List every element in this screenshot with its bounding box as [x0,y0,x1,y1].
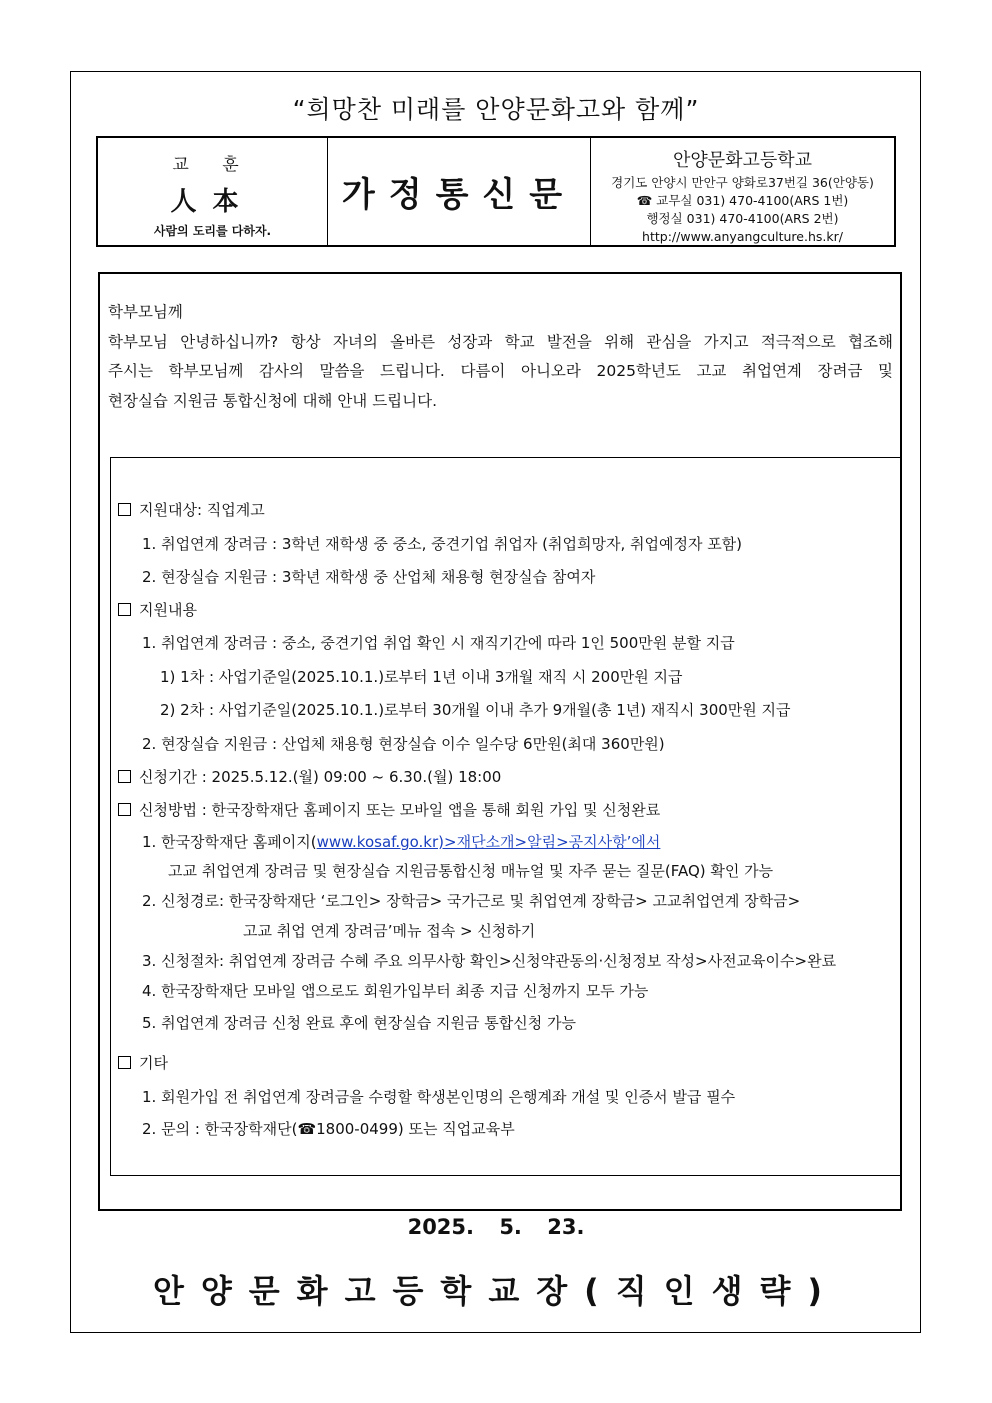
list-item: 5. 취업연계 장려금 신청 완료 후에 현장실습 지원금 통합신청 가능 [142,1014,576,1032]
issue-date: 2025. 5. 23. [407,1215,585,1239]
list-item: 2. 현장실습 지원금 : 산업체 채용형 현장실습 이수 일수당 6만원(최대 360만원) [142,735,665,753]
motto-main: 人本 [170,187,255,217]
list-item: 1. 한국장학재단 홈페이지(www.kosaf.go.kr)>재단소개>알림>공지사항’에서 [142,833,661,851]
school-website[interactable]: http://www.anyangculture.hs.kr/ [642,229,843,244]
list-item: 1. 취업연계 장려금 : 3학년 재학생 중 중소, 중견기업 취업자 (취업희망자, 취업예정자 포함) [142,535,743,553]
greeting-line: 학부모님 안녕하십니까? 항상 자녀의 올바른 성장과 학교 발전을 위해 관심을 가지고 적극적으로 협조해 [108,332,893,351]
greeting-line: 현장실습 지원금 통합신청에 대해 안내 드립니다. [108,391,438,410]
checkbox-square-icon [118,770,131,783]
school-motto-cell [98,138,328,245]
motto-subtitle: 사람의 도리를 다하자. [153,224,272,238]
letterhead [96,136,896,247]
checkbox-square-icon [118,1056,131,1069]
list-item: 2) 2차 : 사업기준일(2025.10.1.)로부터 30개월 이내 추가 9개월(총 1년) 재직시 300만원 지급 [160,701,791,719]
list-item: 고교 취업연계 장려금 및 현장실습 지원금통합신청 매뉴얼 및 자주 묻는 질문(FAQ) 확인 가능 [168,862,774,880]
list-item: 4. 한국장학재단 모바일 앱으로도 회원가입부터 최종 지급 신청까지 모두 가능 [142,982,649,1000]
list-item: 1. 회원가입 전 취업연계 장려금을 수령할 학생본인명의 은행계좌 개설 및 인증서 발급 필수 [142,1088,736,1106]
motto-title: 교 훈 [172,155,253,175]
newsletter-title: 가정통신문 [328,138,591,245]
checkbox-square-icon [118,603,131,616]
principal-signature: 안양문화고등학교장(직인생략) [152,1272,840,1310]
section-eligibility: 지원대상: 직업계고 [118,499,265,520]
section-method: 신청방법 : 한국장학재단 홈페이지 또는 모바일 앱을 통해 회원 가입 및 신청완료 [118,799,660,820]
list-item: 2. 문의 : 한국장학재단(☎1800-0499) 또는 직업교육부 [142,1120,515,1138]
phone-office: ☎ 교무실 031) 470-4100(ARS 1번) [636,193,849,208]
slogan: “희망찬 미래를 안양문화고와 함께” [292,95,700,124]
salutation: 학부모님께 [108,303,183,321]
list-item: 3. 신청절차: 취업연계 장려금 수혜 주요 의무사항 확인>신청약관동의·신청정보 작성>사전교육이수>완료 [142,952,837,970]
section-etc: 기타 [118,1052,168,1073]
section-period: 신청기간 : 2025.5.12.(월) 09:00 ~ 6.30.(월) 18:00 [118,766,501,787]
school-info-cell [591,138,894,245]
list-item: 1) 1차 : 사업기준일(2025.10.1.)로부터 1년 이내 3개월 재직 시 200만원 지급 [160,668,683,686]
list-item: 2. 신청경로: 한국장학재단 ‘로그인> 장학금> 국가근로 및 취업연계 장학금> 고교취업연계 장학금> [142,892,801,910]
list-item: 2. 현장실습 지원금 : 3학년 재학생 중 산업체 채용형 현장실습 참여자 [142,568,596,586]
greeting [108,298,893,416]
section-support: 지원내용 [118,599,197,620]
school-address: 경기도 안양시 만안구 양화로37번길 36(안양동) [611,175,874,190]
phone-admin: 행정실 031) 470-4100(ARS 2번) [646,211,839,226]
greeting-line: 주시는 학부모님께 감사의 말씀을 드립니다. 다름이 아니오라 2025학년도 고교 취업연계 장려금 및 [108,362,893,380]
checkbox-square-icon [118,803,131,816]
school-name: 안양문화고등학교 [672,150,813,171]
list-item: 1. 취업연계 장려금 : 중소, 중견기업 취업 확인 시 재직기간에 따라 1인 500만원 분할 지급 [142,634,735,652]
checkbox-square-icon [118,503,131,516]
kosaf-link[interactable]: www.kosaf.go.kr)>재단소개>알림>공지사항’에서 [316,833,661,851]
list-item: 고교 취업 연계 장려금’메뉴 접속 > 신청하기 [243,922,536,940]
